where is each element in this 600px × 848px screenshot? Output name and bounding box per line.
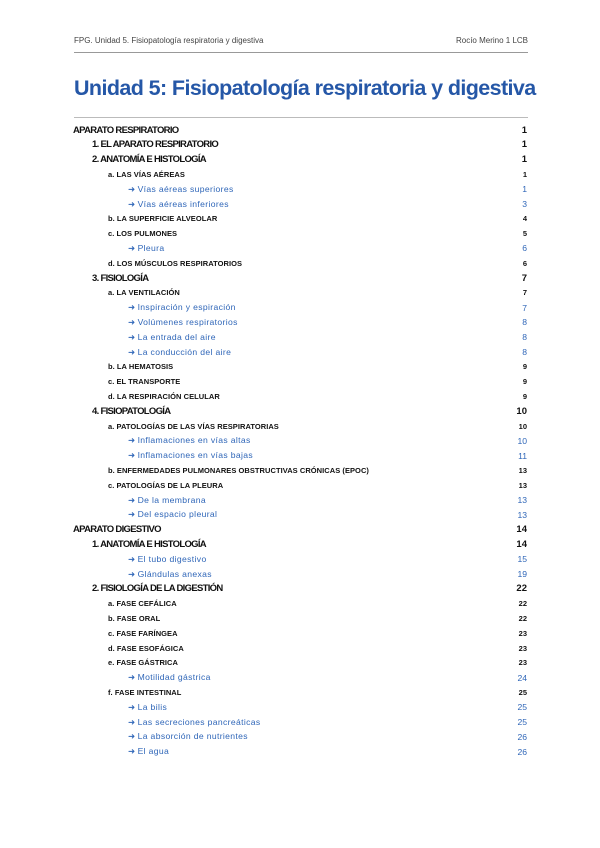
arrow-right-icon: ➜: [128, 435, 136, 446]
toc-entry-text: a. LAS VÍAS AÉREAS: [108, 169, 185, 179]
arrow-right-icon: ➜: [128, 198, 136, 209]
toc-page-number: 8: [522, 317, 527, 328]
toc-entry-label: [0, 629, 600, 638]
toc-entry[interactable]: [0, 537, 600, 551]
toc-entry-label: [0, 302, 600, 313]
toc-entry-text: La conducción del aire: [137, 346, 232, 357]
toc-entry-label: [0, 717, 600, 728]
toc-entry[interactable]: [0, 685, 600, 699]
toc-page-number: 24: [517, 672, 527, 683]
toc-link-entry[interactable]: [0, 345, 600, 359]
toc-entry-text: Inflamaciones en vías altas: [137, 435, 251, 446]
toc-page-number: 22: [518, 613, 527, 623]
arrow-right-icon: ➜: [128, 568, 136, 579]
toc-page-number: 1: [521, 154, 527, 166]
arrow-right-icon: ➜: [128, 672, 136, 683]
toc-page-number: 1: [521, 139, 527, 151]
toc-page-number: 26: [517, 746, 527, 757]
toc-entry-text: APARATO DIGESTIVO: [73, 524, 161, 536]
toc-page-number: 14: [516, 524, 527, 536]
toc-page-number: 9: [522, 377, 527, 387]
toc-entry-label: [0, 583, 600, 594]
toc-entry-label: [0, 702, 600, 713]
toc-link-entry[interactable]: [0, 434, 600, 448]
toc-page-number: 1: [522, 184, 527, 195]
toc-page-number: 10: [517, 435, 527, 446]
toc-entry-text: El tubo digestivo: [137, 553, 207, 564]
arrow-right-icon: ➜: [128, 302, 136, 313]
arrow-right-icon: ➜: [128, 494, 136, 505]
toc-entry-text: a. FASE CEFÁLICA: [108, 599, 177, 609]
toc-entry[interactable]: [0, 167, 600, 181]
toc-page-number: 10: [518, 421, 527, 431]
toc-entry[interactable]: [0, 256, 600, 270]
toc-link-entry[interactable]: [0, 182, 600, 196]
toc-entry-label: [0, 422, 600, 431]
arrow-right-icon: ➜: [128, 746, 136, 757]
toc-entry-label: [0, 672, 600, 683]
toc-entry-label: [0, 614, 600, 623]
toc-entry-label: [0, 746, 600, 757]
toc-entry[interactable]: [0, 597, 600, 611]
toc-entry-text: 4. FISIOPATOLOGÍA: [92, 405, 171, 417]
toc-link-entry[interactable]: [0, 330, 600, 344]
toc-page-number: 13: [517, 509, 527, 520]
toc-page-number: 26: [517, 731, 527, 742]
toc-page-number: 15: [517, 554, 527, 565]
toc-entry[interactable]: [0, 212, 600, 226]
toc-link-entry[interactable]: [0, 567, 600, 581]
arrow-right-icon: ➜: [128, 242, 136, 253]
toc-page-number: 23: [518, 628, 527, 638]
toc-page-number: 25: [517, 717, 527, 727]
toc-entry-label: [0, 466, 600, 475]
toc-entry[interactable]: [0, 478, 600, 492]
toc-page-number: 25: [517, 702, 527, 713]
arrow-right-icon: ➜: [128, 553, 136, 564]
arrow-right-icon: ➜: [128, 701, 136, 712]
toc-entry-text: a. LA VENTILACIÓN: [108, 288, 180, 298]
toc-divider: [74, 117, 528, 118]
header-divider: [74, 52, 528, 53]
toc-page-number: 8: [522, 332, 527, 343]
toc-entry-label: [0, 435, 600, 446]
toc-entry[interactable]: [0, 626, 600, 640]
arrow-right-icon: ➜: [128, 509, 136, 520]
header-author: Rocío Merino 1 LCB: [455, 36, 528, 45]
toc-entry[interactable]: [0, 360, 600, 374]
toc-entry-text: Motilidad gástrica: [137, 672, 211, 683]
toc-entry-text: Las secreciones pancreáticas: [137, 716, 261, 727]
toc-entry[interactable]: [0, 419, 600, 433]
arrow-right-icon: ➜: [128, 450, 136, 461]
toc-link-entry[interactable]: [0, 301, 600, 315]
toc-entry[interactable]: [0, 523, 600, 537]
toc-entry-text: La entrada del aire: [137, 331, 216, 342]
toc-page-number: 1: [522, 169, 527, 179]
arrow-right-icon: ➜: [128, 316, 136, 327]
toc-entry-text: 1. EL APARATO RESPIRATORIO: [92, 139, 219, 151]
arrow-right-icon: ➜: [128, 716, 136, 727]
toc-entry-text: Pleura: [137, 242, 165, 253]
toc-entry[interactable]: [0, 389, 600, 403]
toc-entry-label: [0, 273, 600, 284]
toc-entry-label: [0, 509, 600, 520]
toc-link-entry[interactable]: [0, 552, 600, 566]
toc-entry-text: a. PATOLOGÍAS DE LAS VÍAS RESPIRATORIAS: [108, 421, 279, 431]
toc-page-number: 23: [518, 643, 527, 653]
toc-entry-text: La absorción de nutrientes: [137, 731, 248, 742]
toc-entry-text: f. FASE INTESTINAL: [108, 687, 182, 697]
toc-entry-text: De la membrana: [137, 494, 206, 505]
toc-entry-text: 1. ANATOMÍA E HISTOLOGÍA: [92, 538, 206, 550]
toc-page-number: 3: [522, 199, 527, 209]
toc-page-number: 9: [522, 391, 527, 401]
toc-link-entry[interactable]: [0, 241, 600, 255]
toc-entry-text: 3. FISIOLOGÍA: [92, 272, 149, 284]
toc-entry-label: [0, 554, 600, 565]
toc-entry-label: [0, 362, 600, 371]
toc-page-number: 11: [518, 450, 527, 461]
toc-entry-label: [0, 644, 600, 653]
toc-entry-label: [0, 214, 600, 223]
toc-entry[interactable]: [0, 123, 600, 137]
toc-link-entry[interactable]: [0, 197, 600, 211]
toc-entry-text: b. FASE ORAL: [108, 613, 161, 623]
toc-entry-text: 2. ANATOMÍA E HISTOLOGÍA: [92, 154, 206, 166]
toc-entry-label: [0, 539, 600, 550]
toc-entry-text: d. LA RESPIRACIÓN CELULAR: [108, 391, 220, 401]
toc-link-entry[interactable]: [0, 508, 600, 522]
toc-page-number: 19: [517, 569, 527, 579]
toc-link-entry[interactable]: [0, 671, 600, 685]
toc-entry-label: [0, 377, 600, 386]
toc-page-number: 9: [522, 362, 527, 372]
toc-entry-text: Vías aéreas inferiores: [137, 198, 229, 209]
toc-entry-text: b. ENFERMEDADES PULMONARES OBSTRUCTIVAS CRÓNICAS (EPOC): [108, 465, 369, 475]
toc-entry-label: [0, 184, 600, 195]
toc-entry[interactable]: [0, 227, 600, 241]
toc-entry-label: [0, 125, 600, 136]
toc-entry-label: [0, 154, 600, 165]
page-title: Unidad 5: Fisiopatología respiratoria y digestiva: [74, 76, 536, 100]
toc-entry-label: [0, 688, 600, 697]
toc-page-number: 13: [518, 480, 527, 490]
toc-link-entry[interactable]: [0, 730, 600, 744]
header-document-title: FPG. Unidad 5. Fisiopatología respiratoria y digestiva: [74, 36, 264, 45]
toc-entry-text: c. EL TRANSPORTE: [108, 377, 181, 387]
toc-entry-text: 2. FISIOLOGÍA DE LA DIGESTIÓN: [92, 583, 223, 595]
arrow-right-icon: ➜: [128, 346, 136, 357]
toc-page-number: 25: [518, 687, 527, 697]
toc-entry-text: Volúmenes respiratorios: [137, 316, 238, 327]
toc-link-entry[interactable]: [0, 715, 600, 729]
toc-entry-label: [0, 731, 600, 742]
toc-page-number: 7: [522, 288, 527, 298]
toc-entry-text: d. FASE ESOFÁGICA: [108, 643, 184, 653]
toc-page-number: 22: [518, 599, 527, 609]
toc-page-number: 5: [522, 229, 527, 239]
toc-entry[interactable]: [0, 286, 600, 300]
toc-entry-label: [0, 170, 600, 179]
toc-entry[interactable]: [0, 138, 600, 152]
toc-link-entry[interactable]: [0, 493, 600, 507]
toc-entry[interactable]: [0, 153, 600, 167]
toc-entry-text: d. LOS MÚSCULOS RESPIRATORIOS: [108, 258, 243, 268]
toc-entry-label: [0, 392, 600, 401]
toc-entry[interactable]: [0, 463, 600, 477]
toc-link-entry[interactable]: [0, 315, 600, 329]
toc-entry[interactable]: [0, 375, 600, 389]
toc-page-number: 7: [521, 272, 527, 284]
toc-entry-label: [0, 317, 600, 328]
toc-page-number: 8: [522, 347, 527, 357]
page-header: [74, 36, 528, 45]
toc-entry-label: [0, 406, 600, 417]
toc-entry[interactable]: [0, 404, 600, 418]
toc-entry-text: Inflamaciones en vías bajas: [137, 450, 254, 461]
toc-page-number: 7: [522, 302, 527, 313]
toc-page-number: 1: [521, 124, 527, 136]
toc-entry-text: Vías aéreas superiores: [137, 183, 234, 194]
toc-entry-text: b. LA SUPERFICIE ALVEOLAR: [108, 214, 218, 224]
arrow-right-icon: ➜: [128, 183, 136, 194]
toc-entry-label: [0, 524, 600, 535]
toc-entry-label: [0, 259, 600, 268]
toc-entry-text: El agua: [137, 746, 170, 757]
toc-entry-label: [0, 658, 600, 667]
toc-page-number: 14: [516, 538, 527, 550]
toc-entry-label: [0, 495, 600, 506]
toc-entry-label: [0, 347, 600, 358]
toc-entry-text: Inspiración y espiración: [137, 302, 236, 313]
toc-entry-label: [0, 481, 600, 490]
toc-page-number: 4: [522, 214, 527, 224]
toc-entry-text: c. FASE FARÍNGEA: [108, 628, 178, 638]
toc-entry-text: b. LA HEMATOSIS: [108, 362, 174, 372]
toc-entry-label: [0, 450, 600, 461]
toc-entry-text: APARATO RESPIRATORIO: [73, 124, 179, 136]
toc-page-number: 6: [522, 243, 527, 254]
toc-entry-label: [0, 139, 600, 150]
toc-entry-text: c. LOS PULMONES: [108, 229, 178, 239]
toc-entry[interactable]: [0, 611, 600, 625]
toc-entry-label: [0, 229, 600, 238]
toc-page-number: 6: [522, 258, 527, 268]
arrow-right-icon: ➜: [128, 731, 136, 742]
toc-link-entry[interactable]: [0, 700, 600, 714]
arrow-right-icon: ➜: [128, 331, 136, 342]
toc-entry-label: [0, 288, 600, 297]
toc-entry-label: [0, 569, 600, 580]
toc-link-entry[interactable]: [0, 745, 600, 759]
toc-entry[interactable]: [0, 271, 600, 285]
toc-link-entry[interactable]: [0, 449, 600, 463]
toc-page-number: 23: [518, 658, 527, 668]
toc-entry-text: Del espacio pleural: [137, 509, 218, 520]
toc-entry-text: e. FASE GÁSTRICA: [108, 658, 178, 668]
toc-entry-text: c. PATOLOGÍAS DE LA PLEURA: [108, 480, 224, 490]
toc-entry-label: [0, 599, 600, 608]
toc-page-number: 22: [516, 583, 527, 595]
toc-entry[interactable]: [0, 641, 600, 655]
toc-entry[interactable]: [0, 582, 600, 596]
toc-page-number: 10: [516, 405, 527, 417]
toc-entry-label: [0, 199, 600, 210]
toc-entry[interactable]: [0, 656, 600, 670]
toc-page-number: 13: [517, 495, 527, 505]
toc-entry-label: [0, 332, 600, 343]
toc-page-number: 13: [518, 465, 527, 475]
toc-entry-text: La bilis: [137, 701, 168, 712]
toc-entry-label: [0, 243, 600, 254]
toc-entry-text: Glándulas anexas: [137, 568, 212, 579]
